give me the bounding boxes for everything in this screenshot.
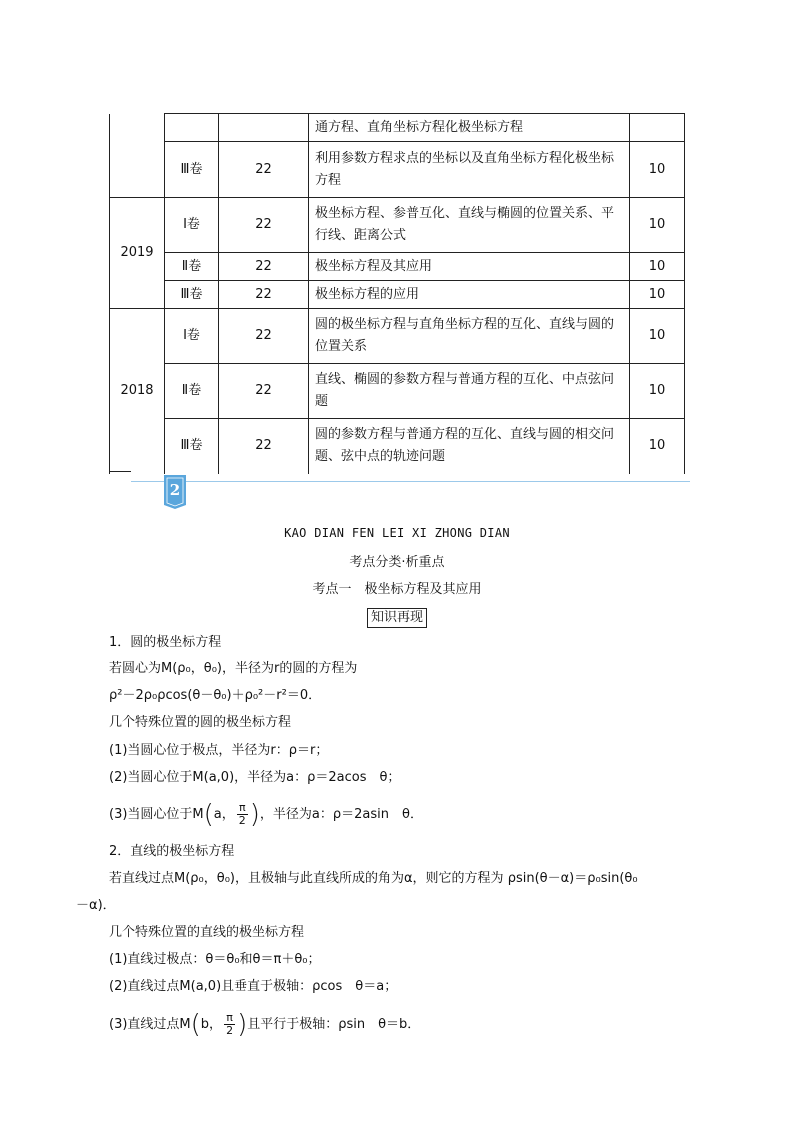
question-cell: 22 xyxy=(219,281,309,309)
table-row xyxy=(110,281,685,309)
s2-item-3-pre: (3)直线过点M xyxy=(109,1017,191,1032)
s2-item-2: (2)直线过点M(a,0)且垂直于极轴：ρcos θ＝a； xyxy=(109,979,398,994)
year-cell-2019: 2019 xyxy=(110,198,165,309)
section-number: 2 xyxy=(169,481,181,499)
description-cell: 圆的极坐标方程与直角坐标方程的互化、直线与圆的位置关系 xyxy=(309,309,630,364)
s1-item-1: (1)当圆心位于极点，半径为r：ρ＝r； xyxy=(109,743,329,758)
s1-item-3 xyxy=(109,799,423,830)
paper-cell: Ⅲ卷 xyxy=(165,142,219,198)
knowledge-tag: 知识再现 xyxy=(367,608,427,628)
year-cell-2018: 2018 xyxy=(110,309,165,474)
section-divider xyxy=(131,481,690,482)
s1-item-3-pre: (3)当圆心位于M xyxy=(109,807,204,822)
paren-open: ( xyxy=(190,1009,201,1040)
table-row xyxy=(110,253,685,281)
table-row xyxy=(110,142,685,198)
score-cell: 10 xyxy=(630,198,685,253)
s2-intro-2: －α)． xyxy=(76,898,116,913)
description-cell: 圆的参数方程与普通方程的互化、直线与圆的相交问题、弦中点的轨迹问题 xyxy=(309,419,630,474)
s2-item-3-b: b， xyxy=(200,1017,223,1032)
question-cell: 22 xyxy=(219,142,309,198)
section-pinyin: KAO DIAN FEN LEI XI ZHONG DIAN xyxy=(284,526,510,540)
year-cell-prev xyxy=(110,114,165,198)
fraction-numerator: π xyxy=(224,1012,235,1025)
s2-item-3 xyxy=(109,1009,421,1040)
table-row xyxy=(110,364,685,419)
question-cell: 22 xyxy=(219,364,309,419)
s2-item-1: (1)直线过极点：θ＝θ₀和θ＝π＋θ₀； xyxy=(109,952,321,967)
paren-close: ) xyxy=(237,1009,248,1040)
score-cell: 10 xyxy=(630,281,685,309)
description-cell: 极坐标方程、参普互化、直线与椭圆的位置关系、平行线、距离公式 xyxy=(309,198,630,253)
s1-title: 1．圆的极坐标方程 xyxy=(109,635,222,650)
table-row xyxy=(110,419,685,474)
paper-cell: Ⅱ卷 xyxy=(165,364,219,419)
section-title: 考点分类·析重点 xyxy=(349,555,445,570)
paren-open: ( xyxy=(203,799,214,830)
score-cell: 10 xyxy=(630,309,685,364)
question-cell: 22 xyxy=(219,419,309,474)
s1-item-3-post: ，半径为a：ρ＝2asin θ． xyxy=(259,807,423,822)
paper-cell: Ⅱ卷 xyxy=(165,253,219,281)
s2-title: 2．直线的极坐标方程 xyxy=(109,844,235,859)
s1-item-3-a: a， xyxy=(213,807,235,822)
tag-wrapper xyxy=(0,606,794,628)
s2-item-3-post: 且平行于极轴：ρsin θ＝b． xyxy=(247,1017,421,1032)
exam-table xyxy=(109,113,685,474)
description-cell: 利用参数方程求点的坐标以及直角坐标方程化极坐标方程 xyxy=(309,142,630,198)
fraction-numerator: π xyxy=(237,802,248,815)
question-cell: 22 xyxy=(219,309,309,364)
s1-formula: ρ²－2ρ₀ρcos(θ－θ₀)＋ρ₀²－r²＝0． xyxy=(109,688,322,703)
table-row xyxy=(110,114,685,142)
fraction xyxy=(237,802,248,827)
table-row xyxy=(110,309,685,364)
description-cell: 直线、椭圆的参数方程与普通方程的互化、中点弦问题 xyxy=(309,364,630,419)
paper-cell xyxy=(165,114,219,142)
section-subtitle: 考点一 极坐标方程及其应用 xyxy=(312,582,482,597)
paper-cell: Ⅰ卷 xyxy=(165,309,219,364)
score-cell: 10 xyxy=(630,419,685,474)
fraction xyxy=(224,1012,235,1037)
paper-cell: Ⅲ卷 xyxy=(165,281,219,309)
s2-intro-1: 若直线过点M(ρ₀，θ₀)，且极轴与此直线所成的角为α，则它的方程为 ρsin(θ－α)＝ρ₀sin(θ₀ xyxy=(109,871,638,886)
s1-intro: 若圆心为M(ρ₀，θ₀)，半径为r的圆的方程为 xyxy=(109,661,358,676)
paper-cell: Ⅰ卷 xyxy=(165,198,219,253)
s1-special-heading: 几个特殊位置的圆的极坐标方程 xyxy=(109,715,292,730)
paper-cell: Ⅲ卷 xyxy=(165,419,219,474)
score-cell: 10 xyxy=(630,142,685,198)
description-cell: 极坐标方程及其应用 xyxy=(309,253,630,281)
description-cell: 通方程、直角坐标方程化极坐标方程 xyxy=(309,114,630,142)
score-cell: 10 xyxy=(630,253,685,281)
score-cell: 10 xyxy=(630,364,685,419)
question-cell xyxy=(219,114,309,142)
s2-special-heading: 几个特殊位置的直线的极坐标方程 xyxy=(109,925,305,940)
description-cell: 极坐标方程的应用 xyxy=(309,281,630,309)
score-cell xyxy=(630,114,685,142)
fraction-denominator: 2 xyxy=(238,814,246,827)
question-cell: 22 xyxy=(219,198,309,253)
paren-close: ) xyxy=(249,799,260,830)
question-cell: 22 xyxy=(219,253,309,281)
fraction-denominator: 2 xyxy=(226,1024,234,1037)
table-row xyxy=(110,198,685,253)
s1-item-2: (2)当圆心位于M(a,0)，半径为a：ρ＝2acos θ； xyxy=(109,770,401,785)
table-tail-line xyxy=(109,471,131,472)
